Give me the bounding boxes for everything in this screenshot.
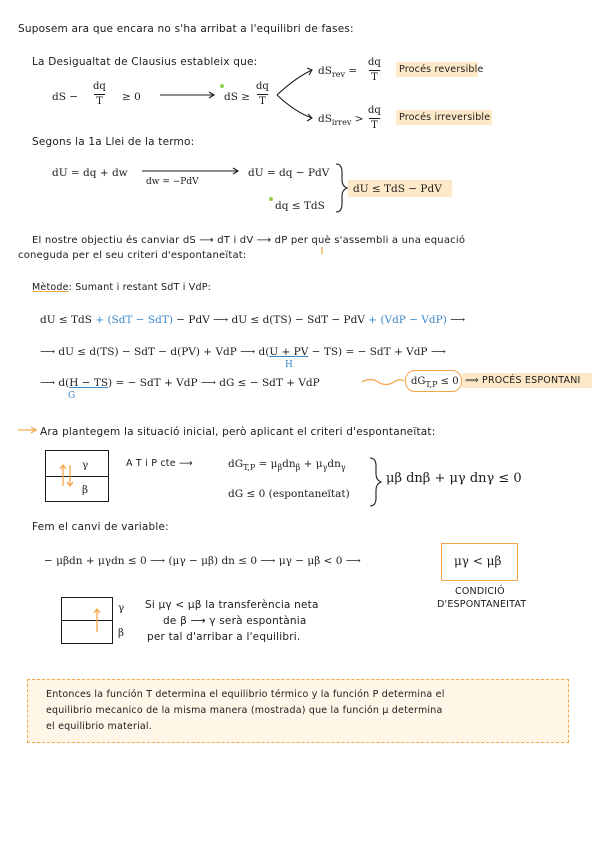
green-dot	[220, 84, 224, 88]
arrow-to-reversible	[277, 70, 312, 95]
canvi-var: Fem el canvi de variable:	[32, 521, 169, 533]
dg-condition: $dG_{T,P} \le 0$	[411, 376, 459, 389]
phase-beta-label: β	[82, 484, 89, 496]
du-result: dU ≤ TdS − PdV	[353, 183, 442, 195]
fraction-numerator: dq	[368, 57, 381, 68]
clausius-left-fraction	[91, 82, 108, 107]
phase-interface-line	[62, 620, 112, 621]
fraction-numerator: dq	[256, 81, 269, 92]
dw-eq: dw = −PdV	[146, 177, 199, 187]
enthalpy-group: U + PV	[269, 346, 309, 358]
brace-result: μβ dnβ + μγ dnγ ≤ 0	[386, 471, 522, 486]
fraction-numerator: dq	[93, 81, 106, 92]
dg-le-zero: dG ≤ 0 (espontaneïtat)	[228, 488, 350, 500]
rev-label: Procés reversible	[399, 64, 484, 75]
green-dot	[269, 197, 273, 201]
fraction-denominator: T	[371, 72, 378, 83]
goal-line-2: coneguda per el seu criteri d'espontaneïtat:	[18, 250, 247, 261]
clausius-mid-fraction	[254, 82, 271, 107]
gibbs-group: H − TS	[69, 377, 109, 389]
clausius-intro: La Desigualtat de Clausius estableix que:	[32, 56, 258, 68]
phase-gamma-label: γ	[82, 459, 89, 471]
condition-label-2: D'ESPONTANEITAT	[437, 599, 527, 610]
first-law-eq: dU = dq + dw	[52, 167, 128, 179]
fraction-denominator: T	[96, 96, 103, 107]
phase-beta-label-2: β	[118, 627, 125, 639]
tp-cte: A T i P cte ⟶	[126, 458, 193, 469]
rev-lhs: $dS_{rev}$ =	[318, 65, 358, 80]
plantegem-line: Ara plantegem la situació inicial, però aplicant el criteri d'espontaneïtat:	[40, 426, 436, 438]
phase-diagram-1	[45, 450, 109, 502]
rev-fraction	[366, 58, 383, 83]
brace-tp	[370, 458, 381, 506]
wavy-arrow	[362, 380, 404, 385]
irrev-lhs: $dS_{irrev}$ >	[318, 113, 364, 128]
method-row-2: ⟶ dU ≤ d(TS) − SdT − d(PV) + VdP ⟶ d(U + PV − TS) = − SdT + VdP ⟶	[40, 346, 446, 358]
dq-le: dq ≤ TdS	[275, 200, 325, 212]
phase-interface-line	[46, 476, 108, 477]
canvi-equation: − μβdn + μγdn ≤ 0 ⟶ (μγ − μβ) dn ≤ 0 ⟶ μγ − μβ < 0 ⟶	[44, 555, 361, 567]
clausius-left: dS −	[52, 91, 79, 103]
first-law-intro: Segons la 1a Llei de la termo:	[32, 136, 195, 148]
summary-line-1: Entonces la función T determina el equilibrio térmico y la función P determina el	[46, 689, 445, 700]
summary-line-2: equilibrio mecanico de la misma manera (mostrada) que la función μ determina	[46, 705, 443, 716]
dg-tp-equation: $dG_{T,P} = \mu_\beta dn_\beta + \mu_\gamma dn_\gamma$	[228, 458, 346, 473]
irrev-fraction	[366, 106, 383, 131]
condition-label-1: CONDICIÓ	[455, 586, 505, 597]
phase-diagram-2	[61, 597, 113, 644]
condition-text: μγ < μβ	[454, 554, 502, 568]
phase-gamma-label-2: γ	[118, 602, 125, 614]
enthalpy-label: H	[285, 360, 293, 370]
goal-line-1: El nostre objectiu és canviar dS ⟶ dT i dV ⟶ dP per què s'assembli a una equació	[32, 235, 466, 246]
fraction-numerator: dq	[368, 105, 381, 116]
intro-line: Suposem ara que encara no s'ha arribat a l'equilibri de fases:	[18, 23, 354, 35]
method-line: Mètode: Sumant i restant SdT i VdP:	[32, 282, 212, 293]
arrow-to-irreversible	[277, 95, 312, 118]
fraction-denominator: T	[259, 96, 266, 107]
method-row-1: dU ≤ TdS + (SdT − SdT) − PdV ⟶ dU ≤ d(TS) − SdT − PdV + (VdP − VdP) ⟶	[40, 314, 466, 326]
transf-line-1: Si μγ < μβ la transferència neta	[145, 599, 319, 611]
proces-espontani: ⟹ PROCÉS ESPONTANI	[465, 375, 581, 386]
transf-line-3: per tal d'arribar a l'equilibri.	[147, 631, 301, 643]
brace-first-law	[336, 164, 347, 212]
method-row-3: ⟶ d(H − TS) = − SdT + VdP ⟶ dG ≤ − SdT + VdP	[40, 377, 320, 389]
fraction-denominator: T	[371, 120, 378, 131]
clausius-ge-zero: ≥ 0	[122, 91, 141, 103]
transf-line-2: de β ⟶ γ serà espontània	[163, 615, 307, 627]
du-eq: dU = dq − PdV	[248, 167, 330, 179]
gibbs-label: G	[68, 391, 76, 401]
irrev-label: Procés irreversible	[399, 112, 491, 123]
clausius-mid: dS ≥	[224, 91, 251, 103]
summary-line-3: el equilibrio material.	[46, 721, 152, 732]
method-label: Mètode	[32, 282, 69, 293]
